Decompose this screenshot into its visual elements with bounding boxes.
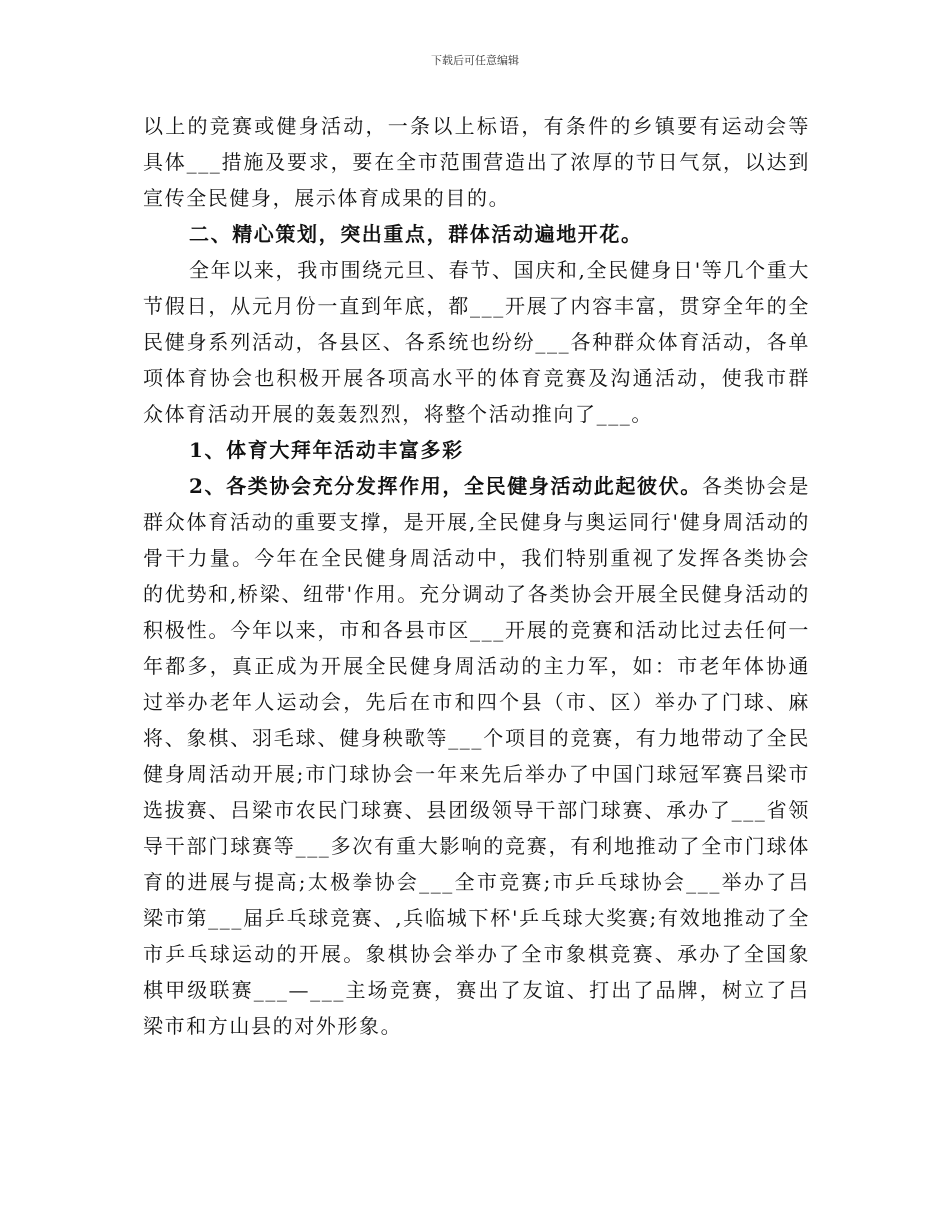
subheading-one: 1、体育大拜年活动丰富多彩: [189, 438, 464, 462]
section-heading-two: 二、精心策划，突出重点，群体活动遍地开花。: [189, 222, 643, 246]
paragraph-associations-text: 各类协会是群众体育活动的重要支撑，是开展,全民健身与奥运同行'健身周活动的骨干力量。今年在全民健身周活动中，我们特别重视了发挥各类协会的优势和,桥梁、纽带'作用。充分调动了各类协会开展全民健身活动的积极性。今年以来，市和各县市区___开展的竞赛和活动比过去任何一年都多，真正成为开展全民健身周活动的主力军，如：市老年体协通过举办老年人运动会，先后在市和四个县（市、区）举办了门球、麻将、象棋、羽毛球、健身秧歌等___个项目的竞赛，有力地带动了全民健身周活动开展;市门球协会一年来先后举办了中国门球冠军赛吕梁市选拔赛、吕梁市农民门球赛、县团级领导干部门球赛、承办了___省领导干部门球赛等___多次有重大影响的竞赛，有利地推动了全市门球体育的进展与提高;太极拳协会___全市竞赛;市乒乓球协会___举办了吕梁市第___届乒乓球竞赛、,兵临城下杯'乒乓球大奖赛;有效地推动了全市乒乓球运动的开展。象棋协会举办了全市象棋竞赛、承办了全国象棋甲级联赛___—___主场竞赛，赛出了友谊、打出了品牌，树立了吕梁市和方山县的对外形象。: [143, 474, 811, 1038]
paragraph-associations: [143, 468, 810, 1044]
document-body: [143, 108, 810, 1044]
subheading-two: 2、各类协会充分发挥作用，全民健身活动此起彼伏。: [189, 474, 702, 498]
paragraph-annual-activities: 全年以来，我市围绕元旦、春节、国庆和,全民健身日'等几个重大节假日，从元月份一直到年底，都___开展了内容丰富，贯穿全年的全民健身系列活动，各县区、各系统也纷纷___各种群众体育活动，各单项体育协会也积极开展各项高水平的体育竞赛及沟通活动，使我市群众体育活动开展的轰轰烈烈，将整个活动推向了___。: [143, 258, 810, 426]
page-header: 下载后可任意编辑: [431, 54, 519, 67]
paragraph-continuation: 以上的竞赛或健身活动，一条以上标语，有条件的乡镇要有运动会等具体___措施及要求，要在全市范围营造出了浓厚的节日气氛，以达到宣传全民健身，展示体育成果的目的。: [143, 114, 810, 210]
